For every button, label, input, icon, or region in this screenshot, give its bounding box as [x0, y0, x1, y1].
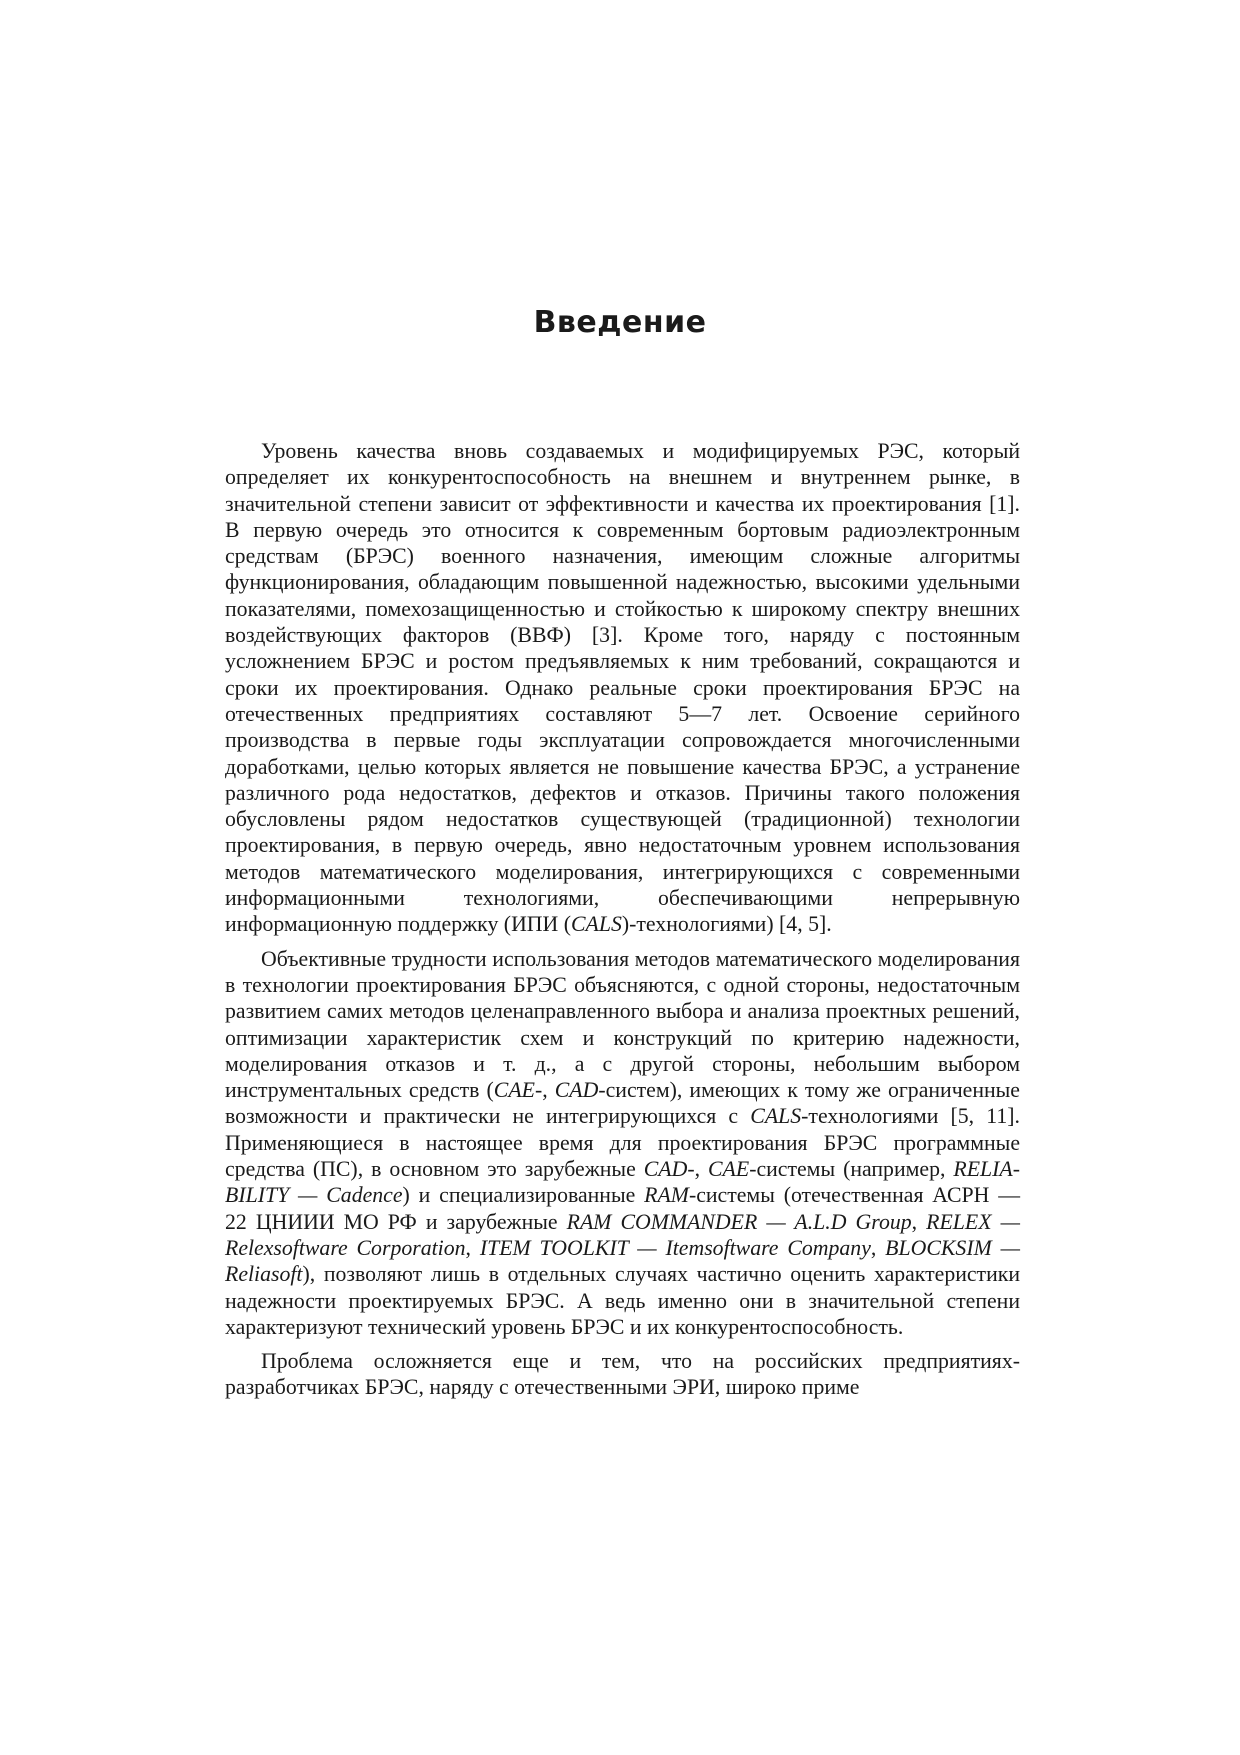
- body-text: [225, 438, 1020, 1401]
- italic-text-run: CAE: [708, 1157, 750, 1182]
- text-run: ,: [870, 1235, 886, 1260]
- text-run: ) и специализированные: [402, 1183, 645, 1208]
- text-run: -системы (отечественная АСРН — 22 ЦНИИИ МО РФ и зарубежные: [225, 1183, 1021, 1234]
- text-run: -систем), имеющих к тому же ограниченные возможности и практически не интегрирующихся с: [225, 1078, 1020, 1129]
- paragraph: [225, 1348, 1020, 1401]
- text-run: -системы (например,: [749, 1157, 954, 1182]
- italic-text-run: RELIABILITY — Cadence: [225, 1157, 1020, 1208]
- italic-text-run: CAD: [554, 1078, 599, 1103]
- italic-text-run: BLOCKSIM — Reliasoft: [225, 1235, 1020, 1287]
- text-run: Объективные трудности использования методов математического моделирования в технологии проектирования БРЭС объясняются, с одной стороны, недостаточным развитием самих методов целенаправленного выбора и анализа проектных решений, оптимизации характеристик схем и конструкций по критерию надежности, моделирования отказов и т. д., а с другой стороны, небольшим выбором инструментальных средств (: [225, 946, 1020, 1103]
- italic-text-run: CALS: [571, 912, 622, 937]
- text-run: ), позволяют лишь в отдельных случаях частично оценить характеристики надежности проектируемых БРЭС. А ведь именно они в значительной степени характеризуют технический уровень БРЭС и их конкурентоспособность.: [225, 1262, 1020, 1339]
- text-run: -,: [687, 1157, 709, 1182]
- chapter-title: Введение: [533, 305, 707, 340]
- text-run: Уровень качества вновь создаваемых и модифицируемых РЭС, который определяет их конкурентоспособность на внешнем и внутреннем рынке, в значительной степени зависит от эффективности и качества их проектирования [1]. В первую очередь это относится к современным бортовым радиоэлектронным средствам (БРЭС) военного назначения, имеющим сложные алгоритмы функционирования, обладающим повышенной надежностью, высокими удельными показателями, помехозащищенностью и стойкостью к широкому спектру внешних воздействующих факторов (ВВФ) [3]. Кроме того, наряду с постоянным усложнением БРЭС и ростом предъявляемых к ним требований, сокращаются и сроки их проектирования. Однако реальные сроки проектирования БРЭС на отечественных предприятиях составляют 5—7 лет. Освоение серийного производства в первые годы эксплуатации сопровождается многочисленными доработками, целью которых является не повышение качества БРЭС, а устранение различного рода недостатков, дефектов и отказов. Причины такого положения обусловлены рядом недостатков существующей (традиционной) технологии проектирования, в первую очередь, явно недостаточным уровнем использования методов математического моделирования, интегрирующихся с современными информационными технологиями, обеспечивающими непрерывную информационную поддержку (ИПИ (: [225, 439, 1020, 937]
- paragraph: [225, 946, 1020, 1340]
- text-run: -,: [534, 1078, 555, 1103]
- italic-text-run: CAE: [493, 1078, 535, 1103]
- text-run: ,: [911, 1209, 927, 1234]
- italic-text-run: CAD: [643, 1157, 688, 1182]
- italic-text-run: ITEM TOOLKIT — Itemsoftware Company: [479, 1235, 871, 1260]
- text-run: Проблема осложняется еще и тем, что на российских предприятиях-разработчиках БРЭС, наряду с отечественными ЭРИ, широко приме: [225, 1349, 1020, 1400]
- italic-text-run: RAM COMMANDER — A.L.D Group: [566, 1209, 912, 1234]
- text-run: -технологиями [5, 11]. Применяющиеся в настоящее время для проектирования БРЭС программные средства (ПС), в основном это зарубежные: [225, 1104, 1020, 1182]
- paragraph: [225, 438, 1020, 938]
- italic-text-run: CALS: [750, 1104, 802, 1129]
- italic-text-run: RAM: [644, 1183, 689, 1208]
- text-run: ,: [465, 1235, 480, 1260]
- italic-text-run: RELEX — Relexsoftware Corporation: [225, 1209, 1020, 1260]
- text-run: )-технологиями) [4, 5].: [621, 912, 832, 937]
